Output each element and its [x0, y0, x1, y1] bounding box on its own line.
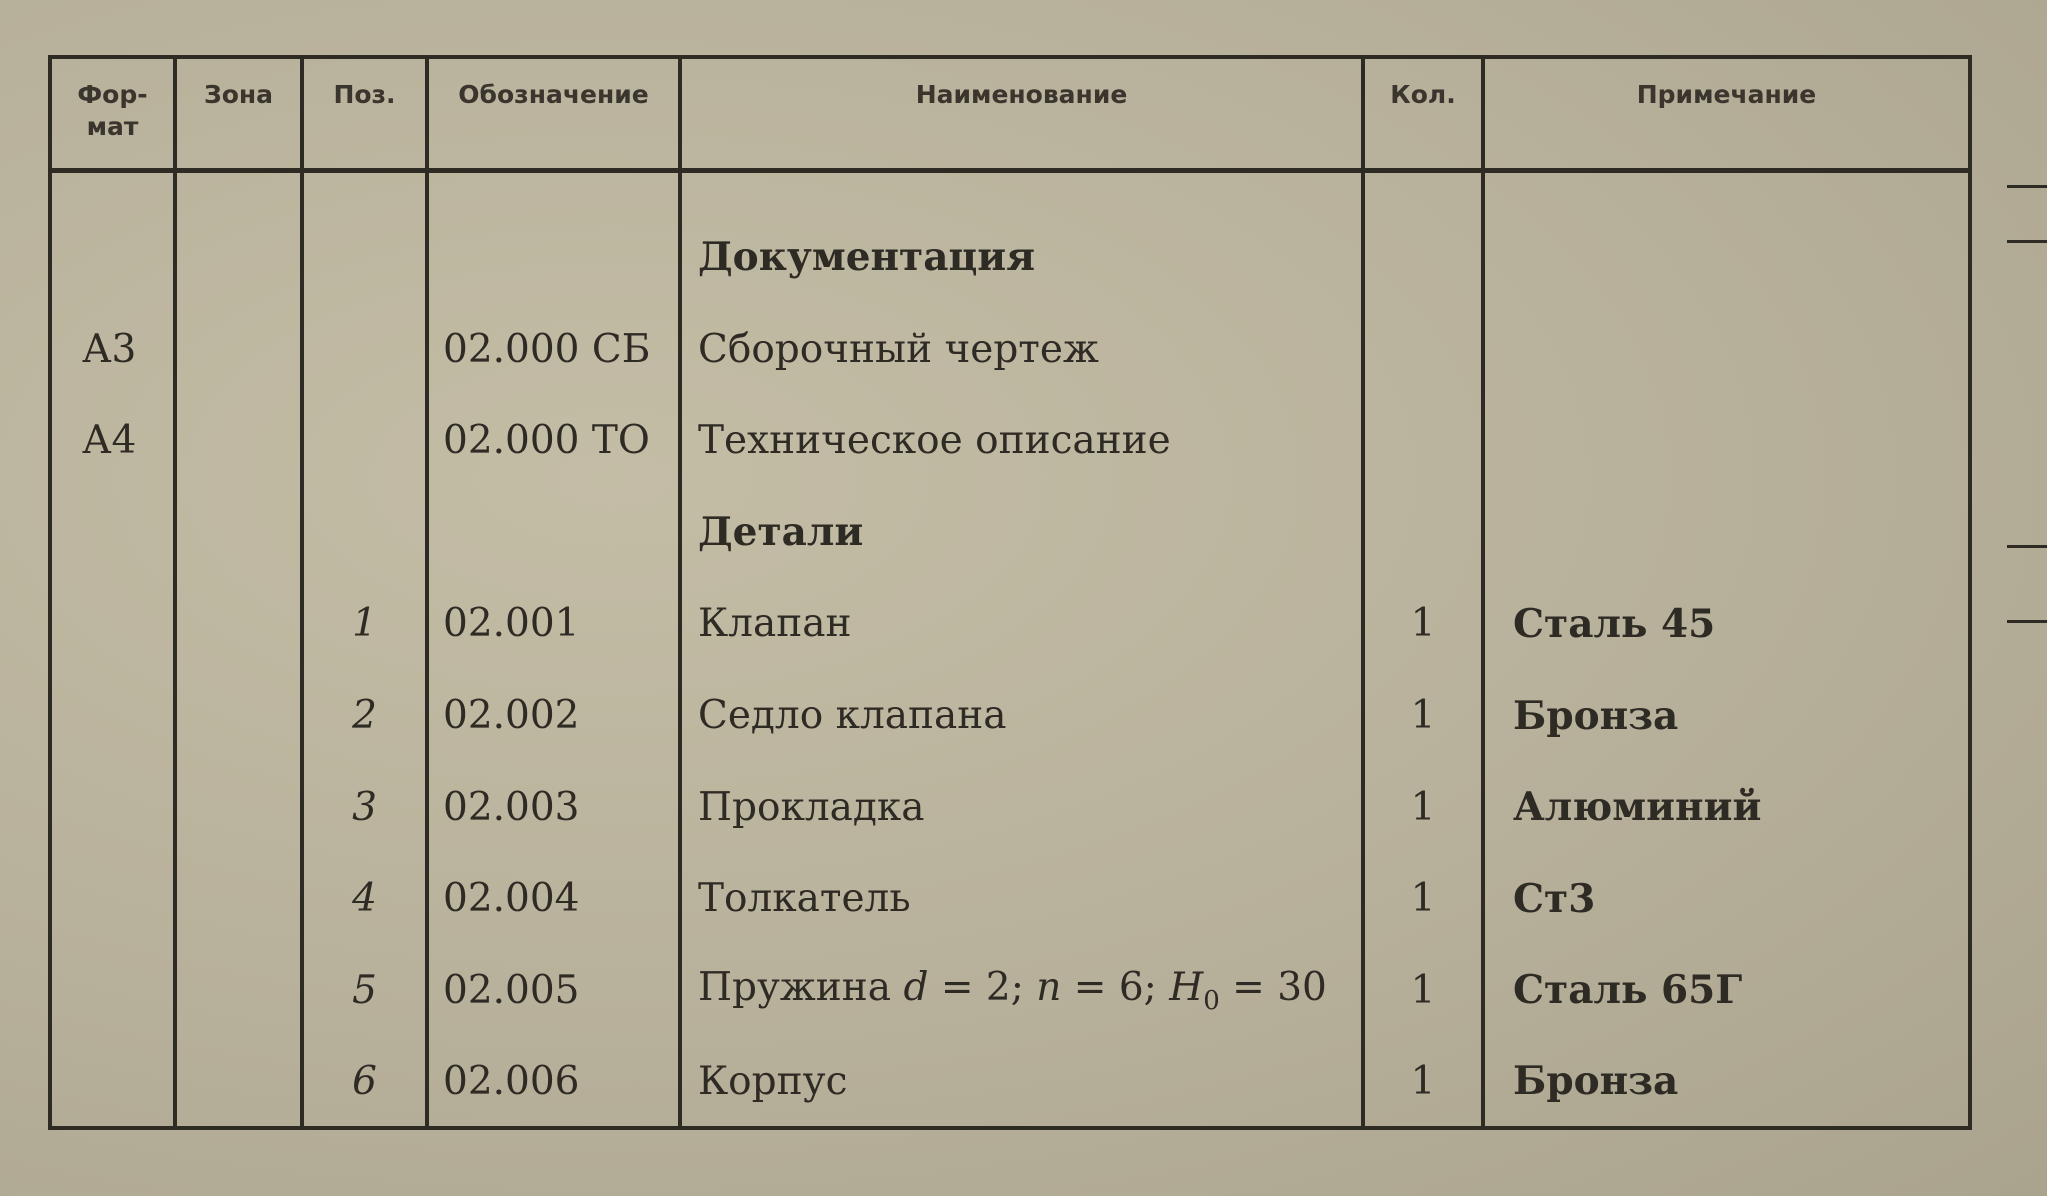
table-row — [50, 395, 1970, 487]
header-qty: Кол. — [1363, 57, 1483, 170]
cell-zone — [175, 212, 302, 304]
spring-d-symbol: d — [903, 965, 929, 1011]
cell-designation: 02.000 СБ — [427, 303, 680, 395]
header-note: Примечание — [1483, 57, 1970, 170]
edge-mark — [2007, 545, 2047, 548]
cell-note — [1483, 303, 1970, 395]
spacer-row — [50, 170, 1970, 212]
edge-mark — [2007, 185, 2047, 188]
cell-note: Сталь 45 — [1483, 578, 1970, 670]
cell-name: Сборочный чертеж — [680, 303, 1363, 395]
cell-note — [1483, 395, 1970, 487]
header-name: Наименование — [680, 57, 1363, 170]
cell-designation: 02.004 — [427, 853, 680, 945]
cell-pos — [302, 303, 427, 395]
cell-name: Толкатель — [680, 853, 1363, 945]
cell-note — [1483, 487, 1970, 579]
section-heading-documentation: Документация — [680, 212, 1363, 304]
cell-qty — [1363, 212, 1483, 304]
cell-format: А4 — [50, 395, 175, 487]
edge-mark — [2007, 620, 2047, 623]
header-zone: Зона — [175, 57, 302, 170]
cell-note: Алюминий — [1483, 761, 1970, 853]
cell-note: Бронза — [1483, 670, 1970, 762]
table-row — [50, 853, 1970, 945]
cell-zone — [175, 761, 302, 853]
cell-qty: 1 — [1363, 853, 1483, 945]
cell-qty — [1363, 395, 1483, 487]
cell-note: Ст3 — [1483, 853, 1970, 945]
spring-d-value: = 2; — [928, 965, 1037, 1011]
table-row — [50, 761, 1970, 853]
cell-name: Техническое описание — [680, 395, 1363, 487]
cell-zone — [175, 487, 302, 579]
cell-format: А3 — [50, 303, 175, 395]
cell-designation — [427, 212, 680, 304]
cell-format — [50, 212, 175, 304]
spring-h-value: = 30 — [1219, 965, 1327, 1011]
spring-label: Пружина — [698, 965, 892, 1011]
cell-note: Бронза — [1483, 1036, 1970, 1128]
cell-pos — [302, 212, 427, 304]
table-row — [50, 670, 1970, 762]
section-heading-parts: Детали — [680, 487, 1363, 579]
cell-qty: 1 — [1363, 945, 1483, 1037]
edge-mark — [2007, 240, 2047, 243]
cell-zone — [175, 670, 302, 762]
cell-zone — [175, 945, 302, 1037]
table-row — [50, 303, 1970, 395]
cell-designation — [427, 487, 680, 579]
cell-format — [50, 1036, 175, 1128]
cell-qty — [1363, 303, 1483, 395]
cell-note: Сталь 65Г — [1483, 945, 1970, 1037]
cell-designation: 02.000 ТО — [427, 395, 680, 487]
cell-zone — [175, 578, 302, 670]
cell-format — [50, 761, 175, 853]
cell-designation: 02.005 — [427, 945, 680, 1037]
cell-pos: 3 — [302, 761, 427, 853]
header-designation: Обозначение — [427, 57, 680, 170]
spring-h-subscript: 0 — [1203, 985, 1220, 1016]
cell-qty: 1 — [1363, 578, 1483, 670]
cell-pos: 6 — [302, 1036, 427, 1128]
header-pos: Поз. — [302, 57, 427, 170]
cell-designation: 02.003 — [427, 761, 680, 853]
cell-designation: 02.006 — [427, 1036, 680, 1128]
cell-zone — [175, 853, 302, 945]
cell-format — [50, 670, 175, 762]
spring-n-value: = 6; — [1061, 965, 1170, 1011]
cell-qty: 1 — [1363, 1036, 1483, 1128]
cell-pos — [302, 487, 427, 579]
cell-format — [50, 853, 175, 945]
cell-format — [50, 578, 175, 670]
cell-format — [50, 487, 175, 579]
cell-qty — [1363, 487, 1483, 579]
cell-pos: 1 — [302, 578, 427, 670]
cell-name: Корпус — [680, 1036, 1363, 1128]
cell-note — [1483, 212, 1970, 304]
table-row — [50, 487, 1970, 579]
specification-table — [48, 55, 1972, 1130]
cell-pos: 4 — [302, 853, 427, 945]
cell-name: Седло клапана — [680, 670, 1363, 762]
cell-zone — [175, 303, 302, 395]
table-row — [50, 212, 1970, 304]
cell-pos — [302, 395, 427, 487]
cell-designation: 02.001 — [427, 578, 680, 670]
cell-zone — [175, 395, 302, 487]
cell-name: Прокладка — [680, 761, 1363, 853]
spring-n-symbol: n — [1036, 965, 1062, 1011]
cell-designation: 02.002 — [427, 670, 680, 762]
table-row — [50, 945, 1970, 1037]
cell-pos: 5 — [302, 945, 427, 1037]
cell-name-spring — [680, 945, 1363, 1037]
table-row — [50, 578, 1970, 670]
cell-zone — [175, 1036, 302, 1128]
cell-name: Клапан — [680, 578, 1363, 670]
cell-qty: 1 — [1363, 761, 1483, 853]
cell-format — [50, 945, 175, 1037]
header-row — [50, 57, 1970, 170]
spring-h-symbol: H — [1169, 965, 1204, 1011]
header-format: Фор- мат — [50, 57, 175, 170]
cell-qty: 1 — [1363, 670, 1483, 762]
table-row — [50, 1036, 1970, 1128]
cell-pos: 2 — [302, 670, 427, 762]
